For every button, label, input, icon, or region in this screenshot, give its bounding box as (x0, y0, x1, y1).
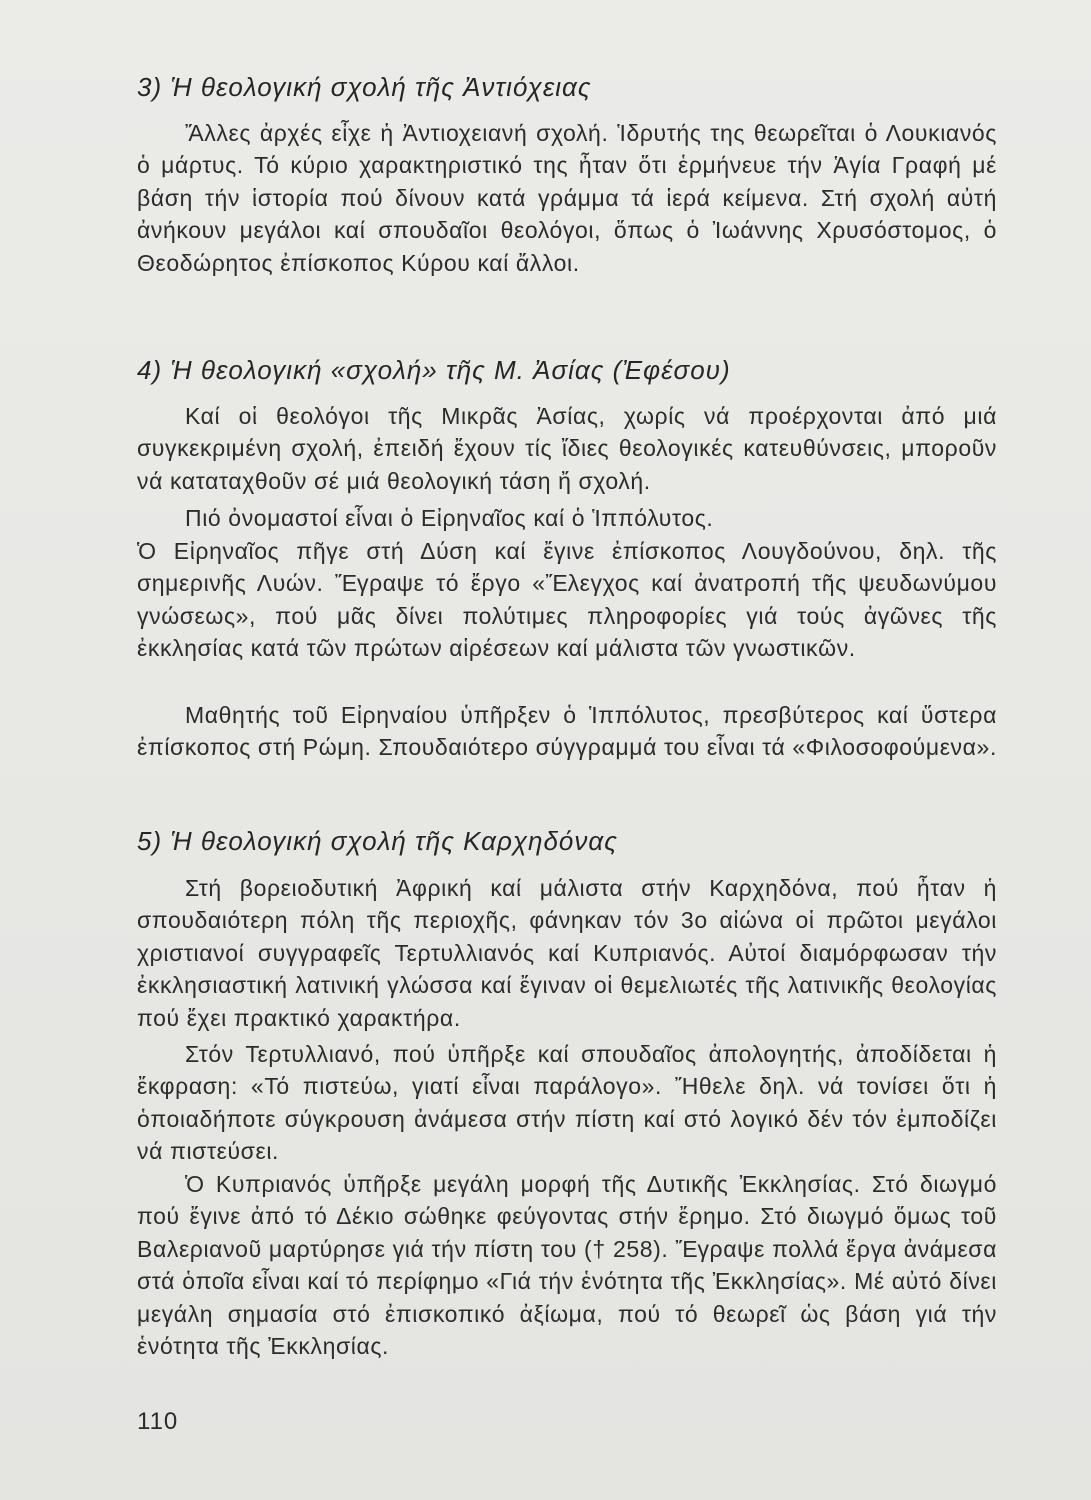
paragraph-tertullian: Στόν Τερτυλλιανό, πού ὑπῆρξε καί σπουδαῖος ἀπολογητής, ἀποδίδεται ἡ ἔκφραση: «Τό πιστεύω, γιατί εἶναι παράλογο». Ἤθελε δηλ. νά τονίσει ὅτι ἡ ὁποιαδήποτε σύγκρουση ἀνάμεσα στήν πίστη καί στό λογικό δέν τόν ἐμποδίζει νά πιστεύσει. (137, 1041, 997, 1165)
paragraph-carthage-intro: Στή βορειοδυτική Ἀφρική καί μάλιστα στήν Καρχηδόνα, πού ἦταν ἡ σπουδαιότερη πόλη τῆς περιοχῆς, φάνηκαν τόν 3ο αἰώνα οἱ πρῶτοι μεγάλοι χριστιανοί συγγραφεῖς Τερτυλλιανός καί Κυπριανός. Αὐτοί διαμόρφωσαν τήν ἐκκλησιαστική λατινική γλώσσα καί ἔγιναν οἱ θεμελιωτές τῆς λατινικῆς θεολογίας πού ἔχει πρακτικό χαρακτήρα. (137, 875, 997, 1031)
paragraph-hippolytus: Μαθητής τοῦ Εἰρηναίου ὑπῆρξεν ὁ Ἱππόλυτος, πρεσβύτερος καί ὕστερα ἐπίσκοπος στή Ρώμη. Σπουδαιότερο σύγγραμμά του εἶναι τά «Φιλοσοφούμενα». (137, 702, 997, 761)
paragraph-asia-minor-intro: Καί οἱ θεολόγοι τῆς Μικρᾶς Ἀσίας, χωρίς νά προέρχονται ἀπό μιά συγκεκριμένη σχολή, ἐπειδή ἔχουν τίς ἴδιες θεολογικές κατευθύνσεις, μποροῦν νά καταταχθοῦν σέ μιά θεολογική τάση ἤ σχολή. (137, 403, 997, 494)
page-number: 110 (137, 1408, 179, 1435)
paragraph-cyprian: Ὁ Κυπριανός ὑπῆρξε μεγάλη μορφή τῆς Δυτικῆς Ἐκκλησίας. Στό διωγμό πού ἔγινε ἀπό τό Δέκιο σώθηκε φεύγοντας στήν ἔρημο. Στό διωγμό ὅμως τοῦ Βαλεριανοῦ μαρτύρησε γιά τήν πίστη του († 258). Ἔγραψε πολλά ἔργα ἀνάμεσα στά ὁποῖα εἶναι καί τό περίφημο «Γιά τήν ἑνότητα τῆς Ἐκκλησίας». Μέ αὐτό δίνει μεγάλη σημασία στό ἐπισκοπικό ἀξίωμα, πού τό θεωρεῖ ὡς βάση γιά τήν ἑνότητα τῆς Ἐκκλησίας. (137, 1171, 997, 1360)
paragraph-irenaeus: Ὁ Εἰρηναῖος πῆγε στή Δύση καί ἔγινε ἐπίσκοπος Λουγδούνου, δηλ. τῆς σημερινῆς Λυών. Ἔγραψε τό ἔργο «Ἔλεγχος καί ἀνατροπή τῆς ψευδωνύμου γνώσεως», πού μᾶς δίνει πολύτιμες πληροφορίες γιά τούς ἀγῶνες τῆς ἐκκλησίας κατά τῶν πρώτων αἱρέσεων καί μάλιστα τῶν γνωστικῶν. (137, 538, 997, 662)
section-heading-carthage: 5) Ἡ θεολογική σχολή τῆς Καρχηδόνας (137, 826, 618, 856)
paragraph-asia-minor-famous: Πιό ὀνομαστοί εἶναι ὁ Εἰρηναῖος καί ὁ Ἱππόλυτος. (185, 505, 714, 531)
paragraph-antioch: Ἄλλες ἀρχές εἶχε ἡ Ἀντιοχειανή σχολή. Ἱδρυτής της θεωρεῖται ὁ Λουκιανός ὁ μάρτυς. Τό κύριο χαρακτηριστικό της ἦταν ὅτι ἑρμήνευε τήν Ἁγία Γραφή μέ βάση τήν ἱστορία πού δίνουν κατά γράμμα τά ἱερά κείμενα. Στή σχολή αὐτή ἀνήκουν μεγάλοι καί σπουδαῖοι θεολόγοι, ὅπως ὁ Ἰωάννης Χρυσόστομος, ὁ Θεοδώρητος ἐπίσκοπος Κύρου καί ἄλλοι. (137, 120, 997, 276)
section-heading-antioch: 3) Ἡ θεολογική σχολή τῆς Ἀντιόχειας (137, 72, 592, 102)
section-heading-asia-minor: 4) Ἡ θεολογική «σχολή» τῆς Μ. Ἀσίας (Ἐφέσου) (137, 355, 731, 385)
